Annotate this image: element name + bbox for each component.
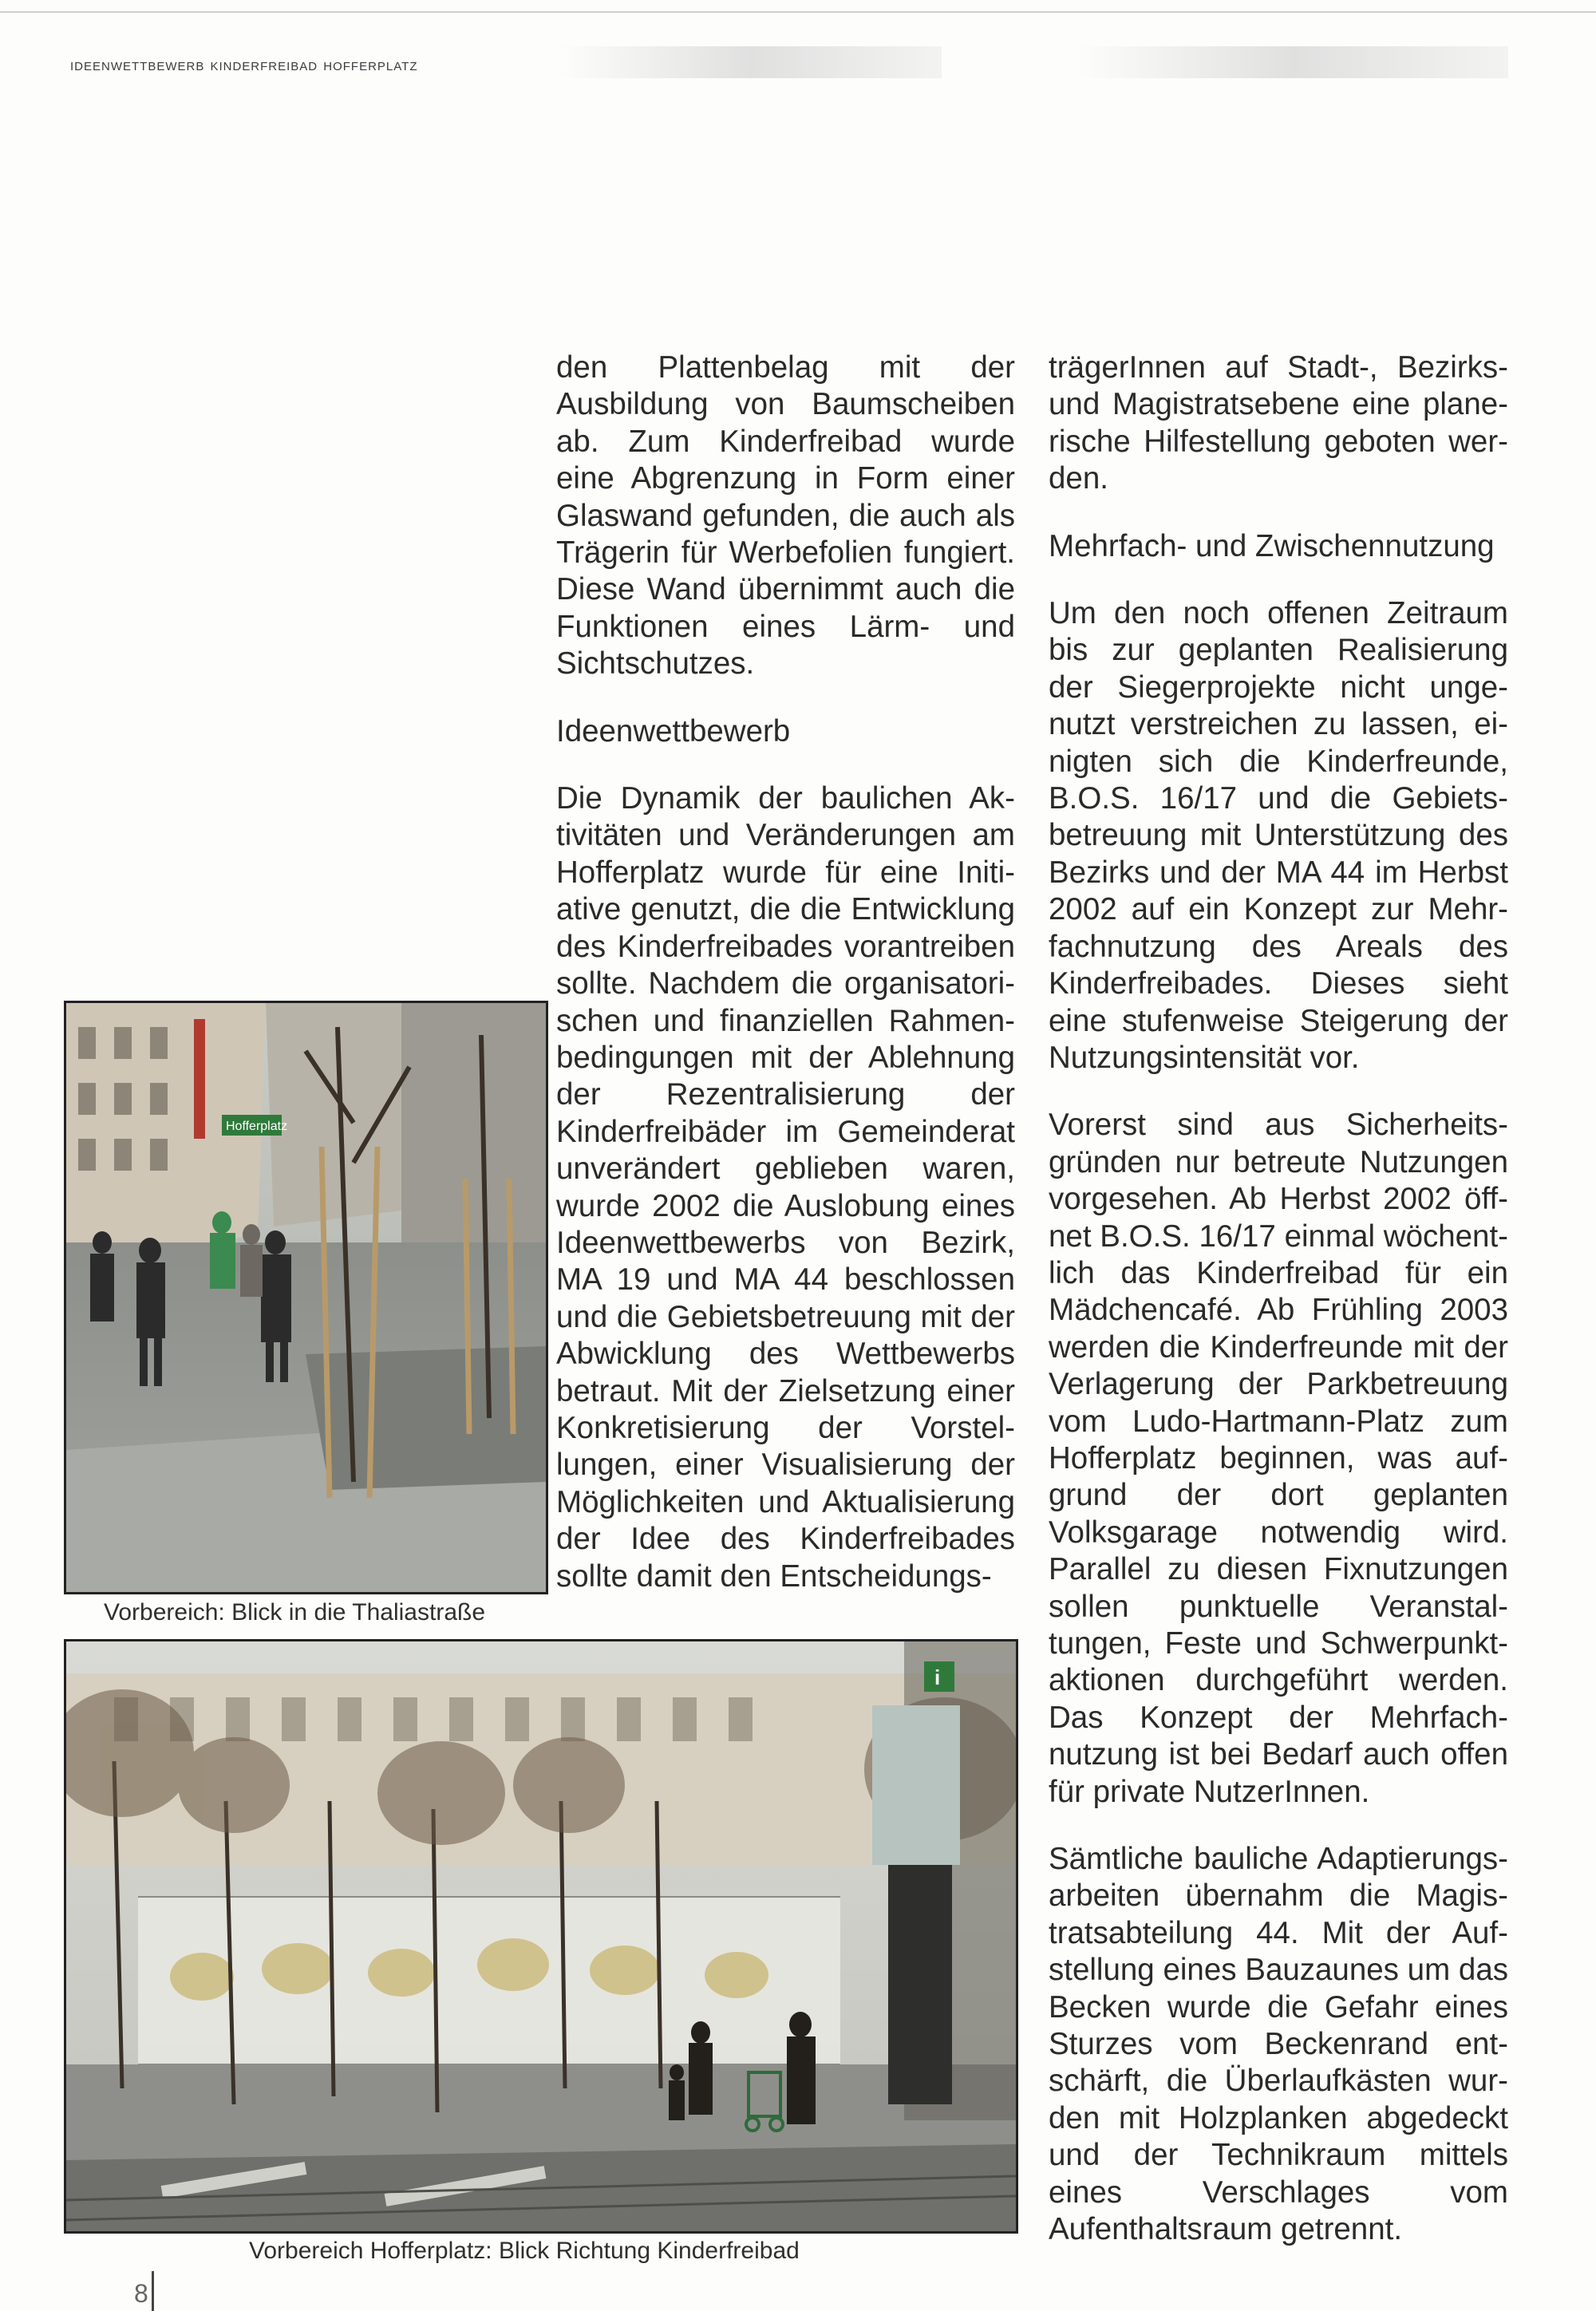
photo-caption-hofferplatz: Vorbereich Hofferplatz: Blick Richtung Kinderfreibad [249, 2238, 800, 2264]
street-sign-text: Hofferplatz [226, 1120, 288, 1133]
photo-thaliastrasse [64, 1001, 548, 1594]
paragraph: Sämtliche bauliche Adaptierungsarbeiten übernahm die Magistratsabteilung 44. Mit der Aufstellung eines Bauzaunes um das Becken wurde die Gefahr eines Sturzes vom Beckenrand entschärft, die Überlaufkästen wurden mit Holzplanken abgedeckt und der Technikraum mittels eines Verschlages vom Aufenthaltsraum getrennt. [1049, 1842, 1508, 2247]
top-rule [0, 11, 1596, 13]
info-sign-text: i [934, 1665, 941, 1689]
page-number-rule [152, 2271, 154, 2311]
photo-caption-thaliastrasse: Vorbereich: Blick in die Thaliastraße [104, 1599, 486, 1626]
plaza-scene-illustration [66, 1641, 1016, 2231]
photo-hofferplatz [64, 1639, 1018, 2234]
paragraph: Die Dynamik der baulichen Aktivitäten und Veränderungen am Hofferplatz wurde für eine Initiative genutzt, die die Entwicklung des Kinderfreibades vorantreiben sollte. Nachdem die organisatorischen und finanziellen Rahmenbedingungen mit der Ablehnung der Rezentralisierung der Kinderfreibäder im Gemeinderat unverändert geblieben waren, wurde 2002 die Auslobung eines Ideenwettbewerbs von Bezirk, MA 19 und MA 44 beschlossen und die Gebietsbetreuung mit der Abwicklung des Wettbewerbs betraut. Mit der Zielsetzung einer Konkretisierung der Vorstellungen, einer Visualisierung der Möglichkeiten und Aktualisierung der Idee des Kinderfreibades sollte damit den Entscheidungs- [556, 781, 1015, 1594]
text-column-middle [556, 350, 1015, 1626]
paragraph: den Plattenbelag mit der Ausbildung von Baumscheiben ab. Zum Kinderfreibad wurde eine Abgrenzung in Form einer Glaswand gefunden, die auch als Trägerin für Werbefolien fungiert. Diese Wand übernimmt auch die Funktionen eines Lärm- und Sichtschutzes. [556, 350, 1015, 681]
paragraph: Vorerst sind aus Sicherheitsgründen nur betreute Nutzungen vorgesehen. Ab Herbst 2002 öffnet B.O.S. 16/17 einmal wöchentlich das Kinderfreibad für ein Mädchencafé. Ab Frühling 2003 werden die Kinderfreunde mit der Verlagerung der Parkbetreuung vom Ludo-Hartmann-Platz zum Hofferplatz beginnen, was aufgrund der dort geplanten Volksgarage notwendig wird. Parallel zu diesen Fixnutzungen sollen punktuelle Veranstaltungen, Feste und Schwerpunktaktionen durchgeführt werden. Das Konzept der Mehrfachnutzung ist bei Bedarf auch offen für private NutzerInnen. [1049, 1108, 1508, 1809]
text-column-right [1049, 350, 1508, 2279]
street-scene-illustration [66, 1003, 546, 1592]
section-heading-ideenwettbewerb: Ideenwettbewerb [556, 713, 791, 749]
paragraph: Um den noch offenen Zeitraum bis zur geplanten Realisierung der Siegerprojekte nicht ungenutzt verstreichen zu lassen, einigten sich die Kinderfreunde, B.O.S. 16/17 und die Gebietsbetreuung mit Unterstützung des Bezirks und der MA 44 im Herbst 2002 auf ein Konzept zur Mehrfachnutzung des Areals des Kinderfreibades. Dieses sieht eine stufenweise Steigerung der Nutzungsintensität vor. [1049, 596, 1508, 1075]
page-number: 8 [134, 2279, 148, 2308]
paragraph: trägerInnen auf Stadt-, Bezirks- und Magistratsebene eine planerische Hilfestellung geboten werden. [1049, 350, 1508, 496]
running-header: ideenwettbewerb kinderfreibad hofferplatz [70, 54, 418, 74]
header-scan-artifact-right [1077, 46, 1508, 78]
section-heading-mehrfachnutzung: Mehrfach- und Zwischennutzung [1049, 528, 1495, 563]
header-scan-artifact [559, 46, 942, 78]
